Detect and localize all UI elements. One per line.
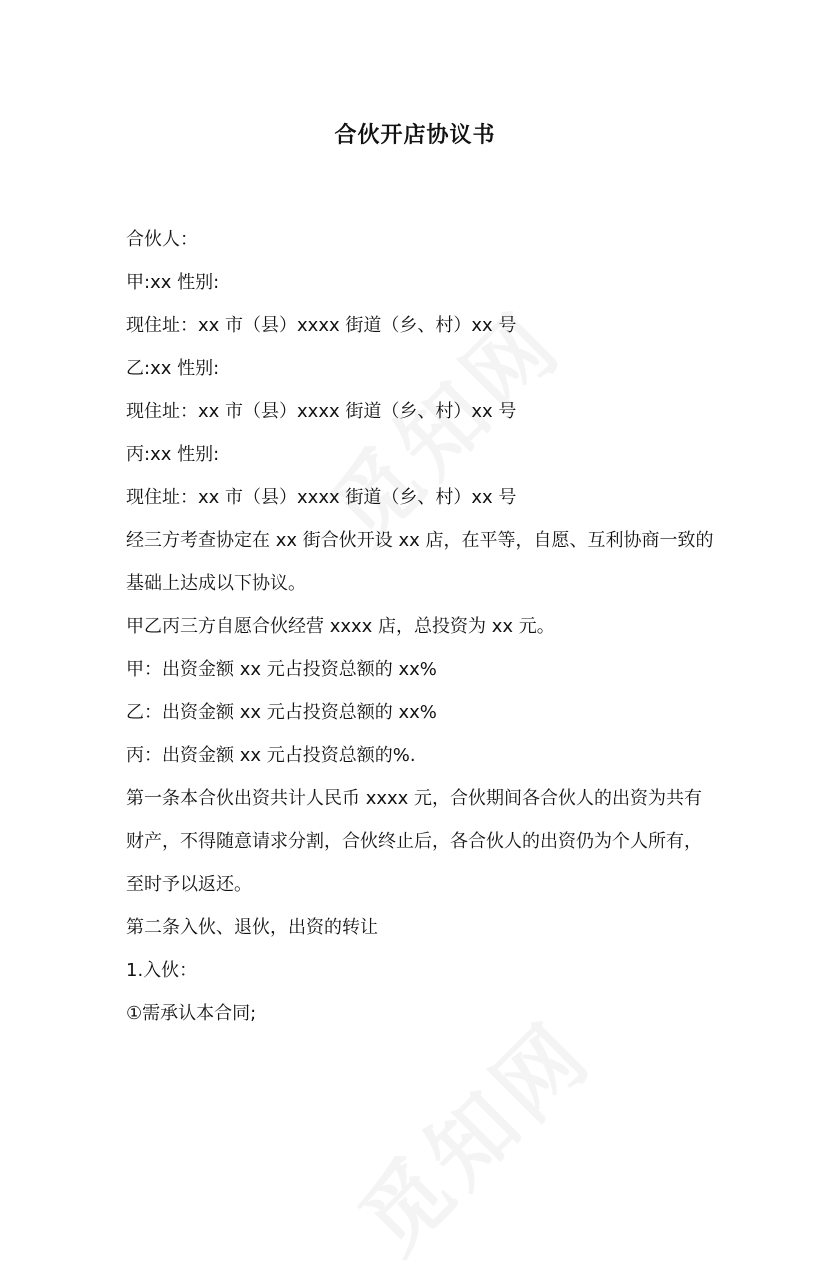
document-title: 合伙开店协议书 [334,123,496,148]
paragraph: 乙：出资金额 xx 元占投资总额的 xx% [126,702,437,723]
paragraph: 丙：出资金额 xx 元占投资总额的%. [126,745,416,766]
paragraph: 1.入伙： [126,960,198,981]
paragraph: 经三方考查协定在 xx 街合伙开设 xx 店，在平等，自愿、互利协商一致的基础上达成以下协议。 [126,530,714,594]
paragraph: 甲:xx 性别: [126,272,220,293]
document-body [126,218,716,1035]
paragraph: 丙:xx 性别: [126,444,220,465]
paragraph: 现住址：xx 市（县）xxxx 街道（乡、村）xx 号 [126,487,517,508]
paragraph: ①需承认本合同; [126,1003,257,1024]
paragraph: 乙:xx 性别: [126,358,220,379]
paragraph: 现住址：xx 市（县）xxxx 街道（乡、村）xx 号 [126,315,517,336]
paragraph: 甲乙丙三方自愿合伙经营 xxxx 店，总投资为 xx 元。 [126,616,555,637]
paragraph: 合伙人： [126,229,198,250]
paragraph: 第一条本合伙出资共计人民币 xxxx 元，合伙期间各合伙人的出资为共有财产，不得随意请求分割，合伙终止后，各合伙人的出资仍为个人所有，至时予以返还。 [126,788,703,895]
paragraph: 现住址：xx 市（县）xxxx 街道（乡、村）xx 号 [126,401,517,422]
paragraph: 第二条入伙、退伙，出资的转让 [126,917,378,938]
paragraph: 甲：出资金额 xx 元占投资总额的 xx% [126,659,437,680]
